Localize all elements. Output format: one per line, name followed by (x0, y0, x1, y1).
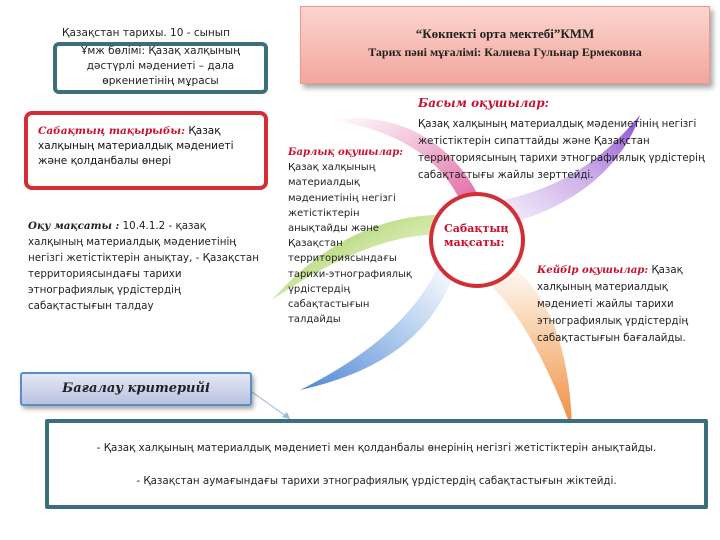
barlyk-text: Қазақ халқының материалдық мәдениетінің негізгі жетістіктерін анықтайды және Қазақстан территориясындағы тарихи-этнографиялық үрдістердің сабақтастығын талдайды (288, 162, 412, 326)
topic-box (24, 111, 268, 190)
criteria-item-1: - Қазақ халқының материалдық мәдениеті мен қолданбалы өнерінің негізгі жетістіктерін анықтайды. (96, 442, 657, 454)
criteria-button[interactable]: Бағалау критерийі (20, 372, 252, 406)
learning-goal-text: 10.4.1.2 - қазақ халқының материалдық мәдениетінің негізгі жетістіктерін анықтау, - Қазақстан территориясындағы тарихи этнографиялық үрдістердің сабақтастығын талдау (28, 220, 259, 312)
keibir-goal (537, 262, 717, 347)
school-name: “Көкпекті орта мектебі”КММ (415, 26, 595, 41)
barlyk-goal (288, 145, 413, 327)
keibir-text: Қазақ халқының материалдық мәдениеті жайлы тарихи этнографиялық үрдістердің сабақтастығын бағалайды. (537, 265, 689, 344)
basym-label: Басым оқушылар: (418, 96, 550, 110)
learning-goal (28, 218, 264, 314)
lesson-goal-label: Сабақтың мақсаты: (444, 222, 509, 249)
school-header-box (300, 6, 710, 84)
section-title: Ұмж бөлімі: Қазақ халқының дәстүрлі мәдениеті – дала өркениетінің мұрасы (80, 45, 241, 87)
barlyk-label: Барлық оқушылар: (288, 147, 403, 158)
topic-label: Сабақтың тақырыбы: (38, 125, 185, 137)
learning-goal-label: Оқу мақсаты : (28, 220, 120, 232)
class-title: Қазақстан тарихы. 10 - сынып (62, 27, 230, 39)
criteria-item-2: - Қазақстан аумағындағы тарихи этнографиялық үрдістердің сабақтастығын жіктейді. (136, 475, 617, 487)
basym-text: Қазақ халқының материалдық мәдениетінің негізгі жетістіктерін сипаттайды және Қазақстан территориясының тарихи этнографиялық үрдістерің сабақтастығы жайлы зерттейді. (418, 119, 705, 181)
criteria-box (45, 419, 708, 509)
topic-text: Қазақ халқының материалдық мәдениеті және қолданбалы өнері (38, 125, 234, 167)
teacher-name: Тарих пәні мұғалімі: Калиева Гульнар Ермековна (368, 45, 642, 59)
keibir-label: Кейбір оқушылар: (537, 264, 649, 276)
